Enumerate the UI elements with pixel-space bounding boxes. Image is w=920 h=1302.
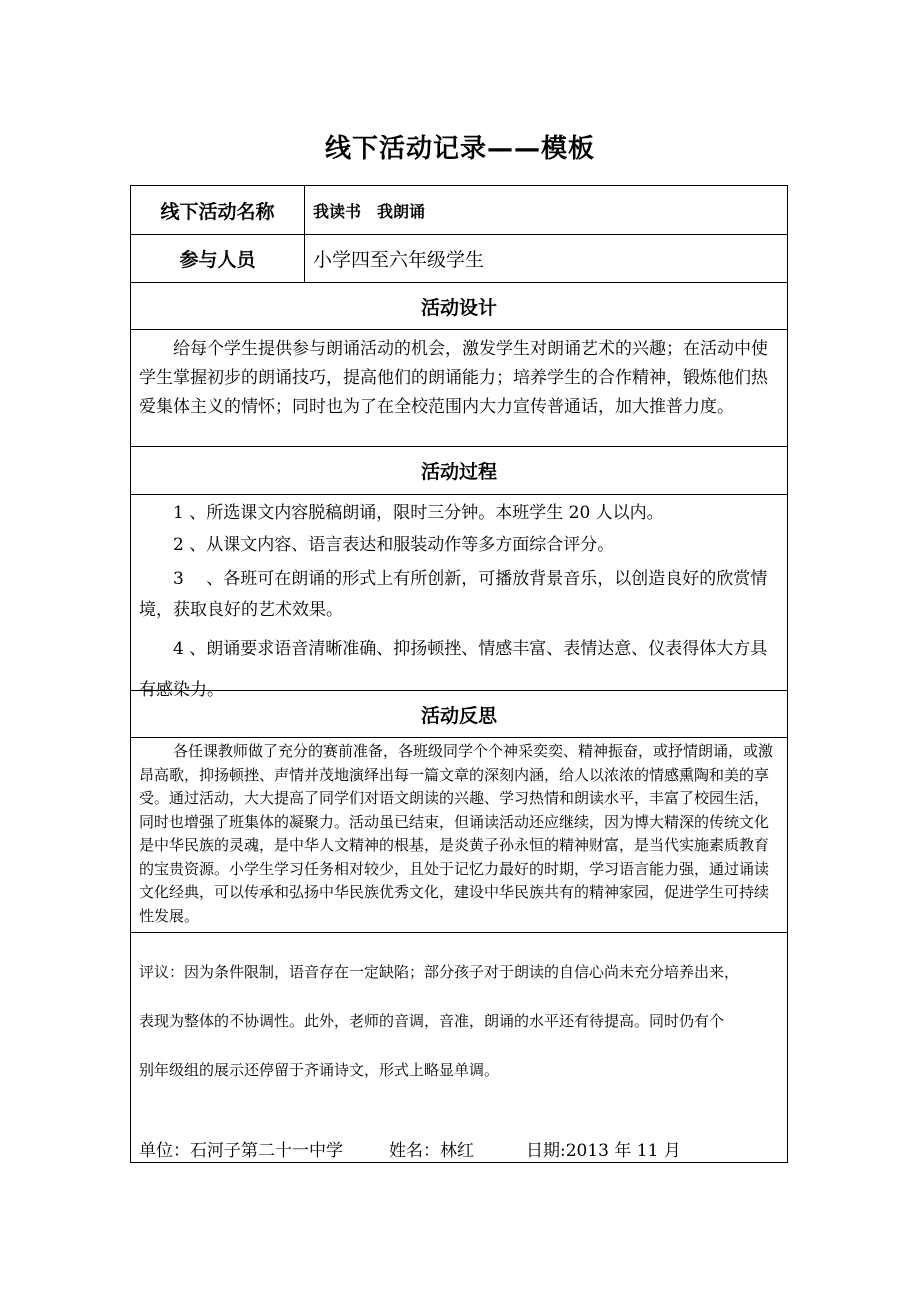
footer-name: 姓名：林红 xyxy=(389,1141,474,1161)
design-body-row xyxy=(131,330,787,447)
activity-name-value xyxy=(305,186,787,234)
review-line: 评议：因为条件限制，语音存在一定缺陷；部分孩子对于朗读的自信心尚未充分培养出来， xyxy=(139,963,740,981)
footer-date: 日期:2013 年 11 月 xyxy=(526,1141,681,1161)
activity-name-row xyxy=(131,186,787,235)
process-item: 4 、朗诵要求语音清晰准确、抑扬顿挫、情感丰富、表情达意、仪表得体大方具有感染力。 xyxy=(139,639,768,700)
reflection-body-row xyxy=(131,738,787,933)
process-item: 3 、各班可在朗诵的形式上有所创新，可播放背景音乐，以创造良好的欣赏情境，获取良好的艺术效果。 xyxy=(139,569,768,620)
review-line: 别年级组的展示还停留于齐诵诗文，形式上略显单调。 xyxy=(139,1061,500,1079)
record-table xyxy=(130,185,788,1163)
activity-name-text: 我读书 我朗诵 xyxy=(313,201,426,221)
design-text: 给每个学生提供参与朗诵活动的机会，激发学生对朗诵艺术的兴趣；在活动中使学生掌握初步的朗诵技巧，提高他们的朗诵能力；培养学生的合作精神，锻炼他们热爱集体主义的情怀；同时也为了在全校范围内大力宣传普通话，加大推普力度。 xyxy=(139,339,768,417)
process-heading: 活动过程 xyxy=(420,461,497,483)
process-heading-row xyxy=(131,447,787,495)
reflection-text: 各任课教师做了充分的赛前准备，各班级同学个个神采奕奕、精神振奋，或抒情朗诵，或激昂高歌，抑扬顿挫、声情并茂地演绎出每一篇文章的深刻内涵，给人以浓浓的情感熏陶和美的享受。通过活动，大大提高了同学们对语文朗读的兴趣、学习热情和朗读水平，丰富了校园生活，同时也增强了班集体的凝聚力。活动虽已结束，但诵读活动还应继续，因为博大精深的传统文化是中华民族的灵魂，是中华人文精神的根基，是炎黄子孙永恒的精神财富，是当代实施素质教育的宝贵资源。小学生学习任务相对较少，且处于记忆力最好的时期，学习语言能力强，通过诵读文化经典，可以传承和弘扬中华民族优秀文化，建设中华民族共有的精神家园，促进学生可持续性发展。 xyxy=(139,742,774,925)
participants-label: 参与人员 xyxy=(131,235,305,282)
participants-row xyxy=(131,235,787,283)
footer xyxy=(139,1136,681,1161)
process-list xyxy=(139,499,781,711)
process-item: 1 、所选课文内容脱稿朗诵，限时三分钟。本班学生 20 人以内。 xyxy=(173,503,664,523)
reflection-heading-row xyxy=(131,691,787,738)
review-line: 表现为整体的不协调性。此外，老师的音调，音准，朗诵的水平还有待提高。同时仍有个 xyxy=(139,1012,725,1030)
page-title: 线下活动记录——模板 xyxy=(324,134,595,164)
activity-name-label: 线下活动名称 xyxy=(131,186,305,234)
footer-unit: 单位：石河子第二十一中学 xyxy=(139,1141,343,1161)
review-text xyxy=(139,948,785,1095)
design-heading: 活动设计 xyxy=(420,296,497,319)
process-body-row xyxy=(131,495,787,700)
design-heading-row xyxy=(131,283,787,330)
reflection-heading: 活动反思 xyxy=(420,704,497,727)
participants-text: 小学四至六年级学生 xyxy=(313,249,485,271)
process-item: 2 、从课文内容、语言表达和服装动作等多方面综合评分。 xyxy=(173,535,615,555)
participants-value xyxy=(305,235,787,282)
